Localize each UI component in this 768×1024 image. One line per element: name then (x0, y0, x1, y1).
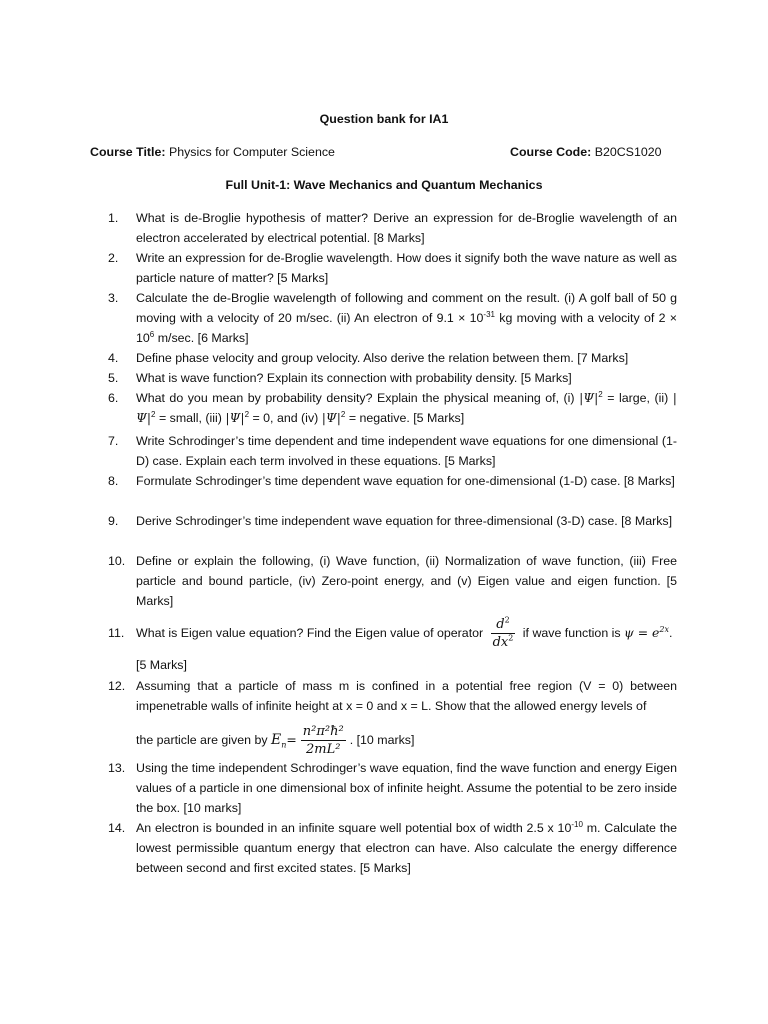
text-part: . (668, 626, 673, 640)
course-code-label: Course Code: (510, 145, 592, 159)
question-text: Using the time independent Schrodinger’s wave equation, find the wave function and energy Eigen values of a particle in one dimensional box of infinite height. Assume the potential to be zero inside the box. [10 marks] (136, 761, 677, 815)
question-number: 4. (108, 351, 119, 365)
question-text: What is wave function? Explain its connection with probability density. [5 Marks] (136, 371, 572, 385)
question-text (136, 676, 677, 760)
question-11 (108, 613, 677, 675)
course-title-label: Course Title: (90, 145, 166, 159)
question-12 (108, 676, 677, 760)
superscript: 6 (149, 329, 155, 339)
energy-symbol: E (271, 732, 282, 748)
superscript: 2 (151, 409, 156, 419)
superscript: 2 (598, 389, 603, 399)
energy-fraction (301, 723, 346, 758)
question-text: Define phase velocity and group velocity. Also derive the relation between them. [7 Marks] (136, 351, 629, 365)
question-1 (108, 208, 677, 248)
question-text (136, 388, 677, 428)
psi-symbol: |Ψ| (225, 410, 245, 425)
derivative-operator: $\frac{d^2}{dx^2}$ (492, 615, 514, 651)
course-code-value: B20CS1020 (591, 145, 662, 159)
text-part: = 0, and (iv) (249, 411, 322, 425)
question-text: Write Schrodinger’s time dependent and time independent wave equations for one dimensional (1-D) case. Explain each term involved in these equations. [5 Marks] (136, 434, 677, 468)
text-part: m. Calculate the lowest permissible quantum energy that electron can have. Also calculate the energy difference between second and first excited states. [5 Marks] (136, 821, 677, 875)
question-3 (108, 288, 677, 348)
equals-sign: = (286, 732, 297, 747)
course-code (510, 142, 662, 162)
question-number: 3. (108, 291, 119, 305)
marks-label: [5 Marks] (136, 658, 187, 672)
text-part: the particle are given by (136, 733, 271, 747)
question-8 (108, 471, 677, 491)
text-part: = small, (iii) (155, 411, 226, 425)
text-part: kg moving with a velocity of 2 × 10 (136, 311, 677, 345)
question-number: 1. (108, 211, 119, 225)
question-number: 2. (108, 251, 119, 265)
text-part: Assuming that a particle of mass m is confined in a potential free region (V = 0) between impenetrable walls of infinite height at x = 0 and x = L. Show that the allowed energy levels of (136, 679, 677, 713)
text-part: What do you mean by probability density? Explain the physical meaning of, (i) (136, 391, 580, 405)
course-title-value: Physics for Computer Science (165, 145, 335, 159)
question-13 (108, 758, 677, 818)
text-part: . [10 marks] (349, 733, 415, 747)
question-text: Formulate Schrodinger’s time dependent wave equation for one-dimensional (1-D) case. [8 Marks] (136, 474, 675, 488)
fraction-denominator: 2mL² (306, 742, 341, 758)
question-6 (108, 388, 677, 428)
question-number: 13. (108, 761, 126, 775)
superscript: 2 (340, 409, 346, 419)
question-10 (108, 551, 677, 611)
question-text: Define or explain the following, (i) Wave function, (ii) Normalization of wave function, (iii) Free particle and bound particle, (iv) Zero-point energy, and (v) Eigen value and eigen function. [5 Marks] (136, 554, 677, 608)
question-number: 5. (108, 371, 119, 385)
question-number: 6. (108, 391, 119, 405)
question-number: 7. (108, 434, 119, 448)
course-title (90, 142, 335, 162)
fraction-numerator: d (496, 617, 505, 633)
subscript: n (281, 740, 287, 750)
question-text: What is de-Broglie hypothesis of matter? Derive an expression for de-Broglie wavelength of an electron accelerated by electrical potential. [8 Marks] (136, 211, 677, 245)
text-part: An electron is bounded in an infinite square well potential box of width 2.5 x 10 (136, 821, 572, 835)
question-number: 11. (108, 626, 125, 640)
question-5 (108, 368, 677, 388)
superscript: 2 (244, 409, 250, 419)
superscript: -31 (483, 309, 495, 319)
text-part: = large, (ii) (602, 391, 673, 405)
text-part: = negative. [5 Marks] (345, 411, 465, 425)
text-part: What is Eigen value equation? Find the Eigen value of operator (136, 626, 487, 640)
exponent: 2x (659, 624, 669, 634)
text-part: m/sec. [6 Marks] (154, 331, 249, 345)
question-text (136, 818, 677, 878)
psi-symbol: |Ψ| (136, 390, 677, 425)
text-part: Calculate the de-Broglie wavelength of following and comment on the result. (i) A golf ball of 50 g moving with a velocity of 20 m/sec. (ii) An electron of 9.1 × 10 (136, 291, 677, 325)
question-text (136, 288, 677, 348)
question-14 (108, 818, 677, 878)
question-text: Derive Schrodinger’s time independent wave equation for three-dimensional (3-D) case. [8 Marks] (136, 514, 673, 528)
question-number: 10. (108, 554, 126, 568)
question-4 (108, 348, 677, 368)
question-7 (108, 431, 677, 471)
question-number: 12. (108, 679, 126, 693)
superscript: -10 (571, 819, 583, 829)
fraction-numerator: n²π²ħ² (302, 724, 344, 740)
unit-title: Full Unit-1: Wave Mechanics and Quantum Mechanics (225, 178, 543, 192)
document-title: Question bank for IA1 (319, 112, 449, 126)
fraction-denominator: dx (492, 635, 509, 651)
question-number: 8. (108, 474, 119, 488)
psi-symbol: |Ψ| (579, 390, 599, 405)
question-number: 14. (108, 821, 126, 835)
question-text: Write an expression for de-Broglie wavelength. How does it signify both the wave nature as well as particle nature of matter? [5 Marks] (136, 251, 677, 285)
psi-symbol: |Ψ| (321, 410, 341, 425)
question-number: 9. (108, 514, 119, 528)
question-2 (108, 248, 677, 288)
question-text (136, 613, 677, 675)
question-9 (108, 511, 677, 531)
text-part: if wave function is (519, 626, 625, 640)
wave-function-expr: ψ = e (624, 625, 660, 640)
